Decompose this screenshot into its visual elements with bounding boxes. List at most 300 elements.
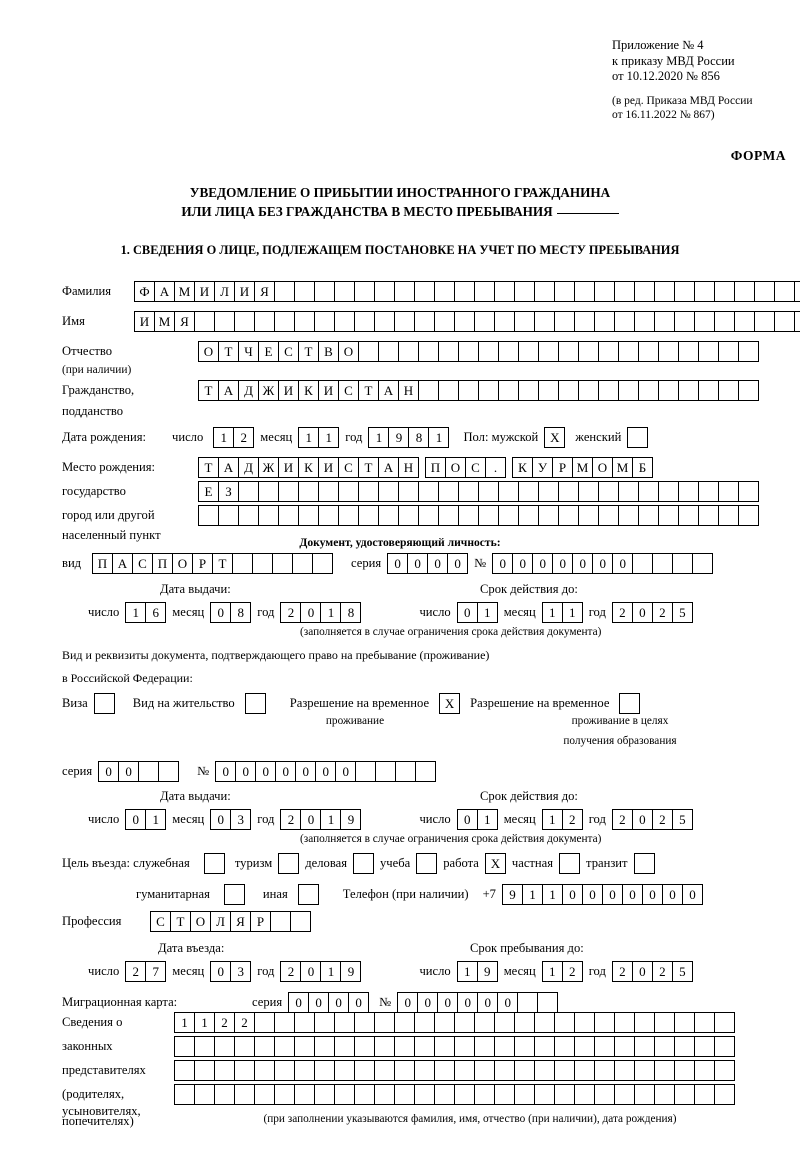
char-cell[interactable]: 0 [288, 992, 309, 1013]
char-cell[interactable] [594, 281, 615, 302]
char-cell[interactable] [174, 1084, 195, 1105]
char-cell[interactable]: 0 [348, 992, 369, 1013]
char-cell[interactable] [534, 1012, 555, 1033]
stay-valid-day-input[interactable] [457, 809, 498, 830]
char-cell[interactable]: С [338, 457, 359, 478]
char-cell[interactable] [378, 505, 399, 526]
char-cell[interactable]: 1 [368, 427, 389, 448]
char-cell[interactable]: У [532, 457, 553, 478]
char-cell[interactable] [298, 884, 319, 905]
char-cell[interactable] [614, 1012, 635, 1033]
char-cell[interactable]: 2 [612, 961, 633, 982]
char-cell[interactable] [654, 1060, 675, 1081]
char-cell[interactable] [554, 311, 575, 332]
char-cell[interactable]: О [338, 341, 359, 362]
entry-day-input[interactable] [125, 961, 166, 982]
birth-city-input-row2[interactable] [198, 481, 759, 502]
char-cell[interactable]: 0 [235, 761, 256, 782]
char-cell[interactable] [358, 341, 379, 362]
char-cell[interactable]: 0 [477, 992, 498, 1013]
char-cell[interactable] [290, 911, 311, 932]
char-cell[interactable] [794, 311, 800, 332]
char-cell[interactable]: 0 [492, 553, 513, 574]
char-cell[interactable] [274, 1036, 295, 1057]
char-cell[interactable] [278, 505, 299, 526]
char-cell[interactable]: 1 [428, 427, 449, 448]
purpose-transit-checkbox[interactable] [634, 853, 655, 874]
char-cell[interactable]: О [190, 911, 211, 932]
char-cell[interactable] [270, 911, 291, 932]
char-cell[interactable] [416, 853, 437, 874]
char-cell[interactable] [254, 311, 275, 332]
char-cell[interactable] [678, 505, 699, 526]
char-cell[interactable] [454, 1084, 475, 1105]
char-cell[interactable]: Ф [134, 281, 155, 302]
char-cell[interactable] [698, 481, 719, 502]
migration-number-input[interactable] [397, 992, 558, 1013]
char-cell[interactable] [574, 1060, 595, 1081]
char-cell[interactable] [478, 481, 499, 502]
char-cell[interactable] [694, 311, 715, 332]
char-cell[interactable] [654, 1036, 675, 1057]
char-cell[interactable] [714, 1012, 735, 1033]
char-cell[interactable]: 2 [652, 961, 673, 982]
char-cell[interactable] [378, 341, 399, 362]
char-cell[interactable] [294, 1084, 315, 1105]
char-cell[interactable] [454, 1012, 475, 1033]
char-cell[interactable] [298, 505, 319, 526]
char-cell[interactable]: А [112, 553, 133, 574]
char-cell[interactable]: 8 [408, 427, 429, 448]
char-cell[interactable]: Т [212, 553, 233, 574]
char-cell[interactable] [338, 505, 359, 526]
char-cell[interactable] [674, 1084, 695, 1105]
doc-number-input[interactable] [492, 553, 713, 574]
char-cell[interactable] [738, 341, 759, 362]
char-cell[interactable]: 6 [145, 602, 166, 623]
char-cell[interactable]: 1 [174, 1012, 195, 1033]
char-cell[interactable] [574, 281, 595, 302]
char-cell[interactable] [634, 1012, 655, 1033]
char-cell[interactable] [314, 311, 335, 332]
migration-series-input[interactable] [288, 992, 369, 1013]
purpose-study-checkbox[interactable] [416, 853, 437, 874]
char-cell[interactable]: Е [198, 481, 219, 502]
char-cell[interactable] [354, 1084, 375, 1105]
sex-female-checkbox[interactable] [627, 427, 648, 448]
char-cell[interactable]: С [338, 380, 359, 401]
char-cell[interactable]: Ж [258, 380, 279, 401]
char-cell[interactable] [232, 553, 253, 574]
char-cell[interactable] [278, 853, 299, 874]
char-cell[interactable] [415, 761, 436, 782]
char-cell[interactable]: М [572, 457, 593, 478]
char-cell[interactable] [554, 1036, 575, 1057]
char-cell[interactable] [534, 1084, 555, 1105]
char-cell[interactable] [434, 1060, 455, 1081]
char-cell[interactable]: Я [174, 311, 195, 332]
char-cell[interactable] [94, 693, 115, 714]
char-cell[interactable] [618, 481, 639, 502]
char-cell[interactable] [374, 1084, 395, 1105]
char-cell[interactable]: Н [398, 380, 419, 401]
char-cell[interactable]: Т [218, 341, 239, 362]
patronymic-input[interactable] [198, 341, 759, 362]
char-cell[interactable]: 0 [497, 992, 518, 1013]
char-cell[interactable] [514, 281, 535, 302]
char-cell[interactable] [714, 311, 735, 332]
char-cell[interactable]: X [544, 427, 565, 448]
purpose-humanitarian-checkbox[interactable] [224, 884, 245, 905]
char-cell[interactable]: 2 [562, 961, 583, 982]
char-cell[interactable] [474, 281, 495, 302]
char-cell[interactable]: 0 [682, 884, 703, 905]
char-cell[interactable]: 0 [118, 761, 139, 782]
char-cell[interactable] [418, 380, 439, 401]
char-cell[interactable] [494, 1012, 515, 1033]
char-cell[interactable] [694, 281, 715, 302]
visa-checkbox[interactable] [94, 693, 115, 714]
char-cell[interactable] [314, 281, 335, 302]
char-cell[interactable]: 8 [340, 602, 361, 623]
char-cell[interactable]: М [154, 311, 175, 332]
char-cell[interactable]: 1 [522, 884, 543, 905]
doc-series-input[interactable] [387, 553, 468, 574]
char-cell[interactable]: 0 [457, 809, 478, 830]
char-cell[interactable] [698, 380, 719, 401]
char-cell[interactable]: И [194, 281, 215, 302]
char-cell[interactable]: 0 [552, 553, 573, 574]
char-cell[interactable] [574, 1084, 595, 1105]
char-cell[interactable] [454, 1060, 475, 1081]
char-cell[interactable]: 0 [397, 992, 418, 1013]
char-cell[interactable]: 0 [407, 553, 428, 574]
char-cell[interactable]: 0 [512, 553, 533, 574]
char-cell[interactable]: А [218, 457, 239, 478]
char-cell[interactable]: 0 [457, 992, 478, 1013]
char-cell[interactable] [438, 341, 459, 362]
char-cell[interactable] [678, 380, 699, 401]
char-cell[interactable]: Н [398, 457, 419, 478]
char-cell[interactable]: 9 [502, 884, 523, 905]
char-cell[interactable]: 2 [652, 602, 673, 623]
char-cell[interactable] [354, 1012, 375, 1033]
purpose-tourism-checkbox[interactable] [278, 853, 299, 874]
char-cell[interactable] [294, 281, 315, 302]
char-cell[interactable] [678, 481, 699, 502]
char-cell[interactable] [395, 761, 416, 782]
char-cell[interactable]: П [425, 457, 446, 478]
char-cell[interactable] [718, 505, 739, 526]
char-cell[interactable]: К [298, 457, 319, 478]
entry-year-input[interactable] [280, 961, 361, 982]
char-cell[interactable] [334, 1084, 355, 1105]
char-cell[interactable]: 0 [387, 553, 408, 574]
stay-day-input[interactable] [457, 961, 498, 982]
char-cell[interactable] [518, 380, 539, 401]
char-cell[interactable] [538, 380, 559, 401]
char-cell[interactable]: И [134, 311, 155, 332]
char-cell[interactable] [414, 311, 435, 332]
char-cell[interactable] [418, 505, 439, 526]
char-cell[interactable]: 1 [562, 602, 583, 623]
birth-year-input[interactable] [368, 427, 449, 448]
char-cell[interactable] [438, 505, 459, 526]
char-cell[interactable] [514, 311, 535, 332]
char-cell[interactable] [218, 505, 239, 526]
char-cell[interactable] [627, 427, 648, 448]
char-cell[interactable] [374, 281, 395, 302]
doc-issue-month-input[interactable] [210, 602, 251, 623]
char-cell[interactable] [434, 311, 455, 332]
char-cell[interactable]: 5 [672, 809, 693, 830]
char-cell[interactable] [194, 311, 215, 332]
char-cell[interactable] [494, 281, 515, 302]
char-cell[interactable] [418, 481, 439, 502]
char-cell[interactable]: 1 [457, 961, 478, 982]
char-cell[interactable]: 0 [562, 884, 583, 905]
char-cell[interactable] [498, 341, 519, 362]
char-cell[interactable]: 2 [652, 809, 673, 830]
char-cell[interactable] [738, 481, 759, 502]
stay-issue-month-input[interactable] [210, 809, 251, 830]
char-cell[interactable] [474, 1012, 495, 1033]
char-cell[interactable] [538, 505, 559, 526]
doc-issue-year-input[interactable] [280, 602, 361, 623]
char-cell[interactable] [278, 481, 299, 502]
char-cell[interactable]: 0 [632, 961, 653, 982]
char-cell[interactable]: О [445, 457, 466, 478]
char-cell[interactable] [694, 1060, 715, 1081]
char-cell[interactable]: Я [230, 911, 251, 932]
char-cell[interactable] [652, 553, 673, 574]
char-cell[interactable]: 0 [662, 884, 683, 905]
char-cell[interactable] [678, 341, 699, 362]
char-cell[interactable]: С [465, 457, 486, 478]
char-cell[interactable]: 2 [280, 809, 301, 830]
edu-residence-checkbox[interactable] [619, 693, 640, 714]
char-cell[interactable]: Т [298, 341, 319, 362]
char-cell[interactable]: 1 [213, 427, 234, 448]
stay-series-input[interactable] [98, 761, 179, 782]
char-cell[interactable] [594, 1012, 615, 1033]
purpose-other-checkbox[interactable] [298, 884, 319, 905]
stay-month-input[interactable] [542, 961, 583, 982]
char-cell[interactable]: 2 [280, 602, 301, 623]
char-cell[interactable]: 0 [328, 992, 349, 1013]
char-cell[interactable] [434, 1036, 455, 1057]
char-cell[interactable]: 0 [612, 553, 633, 574]
char-cell[interactable] [414, 1060, 435, 1081]
legal-rep-input-row4[interactable] [174, 1084, 735, 1105]
char-cell[interactable]: 2 [214, 1012, 235, 1033]
char-cell[interactable]: 9 [477, 961, 498, 982]
char-cell[interactable] [718, 481, 739, 502]
char-cell[interactable] [614, 1036, 635, 1057]
char-cell[interactable]: Р [192, 553, 213, 574]
char-cell[interactable] [454, 281, 475, 302]
char-cell[interactable] [654, 1084, 675, 1105]
char-cell[interactable]: Ж [258, 457, 279, 478]
char-cell[interactable] [254, 1084, 275, 1105]
char-cell[interactable] [454, 1036, 475, 1057]
char-cell[interactable] [418, 341, 439, 362]
char-cell[interactable]: 1 [125, 602, 146, 623]
char-cell[interactable] [614, 1060, 635, 1081]
char-cell[interactable] [314, 1084, 335, 1105]
char-cell[interactable] [254, 1012, 275, 1033]
char-cell[interactable] [474, 1036, 495, 1057]
char-cell[interactable]: 0 [300, 809, 321, 830]
char-cell[interactable] [194, 1084, 215, 1105]
char-cell[interactable] [375, 761, 396, 782]
char-cell[interactable] [594, 1036, 615, 1057]
char-cell[interactable]: Л [214, 281, 235, 302]
char-cell[interactable] [394, 1084, 415, 1105]
char-cell[interactable] [632, 553, 653, 574]
char-cell[interactable] [754, 281, 775, 302]
char-cell[interactable] [254, 1036, 275, 1057]
char-cell[interactable]: С [132, 553, 153, 574]
char-cell[interactable] [438, 481, 459, 502]
char-cell[interactable] [334, 1060, 355, 1081]
char-cell[interactable] [698, 505, 719, 526]
char-cell[interactable] [674, 1036, 695, 1057]
char-cell[interactable]: 1 [477, 602, 498, 623]
char-cell[interactable] [234, 1036, 255, 1057]
char-cell[interactable]: Д [238, 380, 259, 401]
char-cell[interactable] [619, 693, 640, 714]
char-cell[interactable] [618, 505, 639, 526]
char-cell[interactable] [574, 1012, 595, 1033]
char-cell[interactable] [518, 341, 539, 362]
birth-month-input[interactable] [298, 427, 339, 448]
char-cell[interactable] [294, 1012, 315, 1033]
char-cell[interactable] [274, 1084, 295, 1105]
char-cell[interactable] [634, 311, 655, 332]
char-cell[interactable]: 0 [632, 602, 653, 623]
char-cell[interactable] [254, 1060, 275, 1081]
legal-rep-input-row2[interactable] [174, 1036, 735, 1057]
char-cell[interactable]: 0 [125, 809, 146, 830]
char-cell[interactable] [292, 553, 313, 574]
char-cell[interactable] [374, 1060, 395, 1081]
char-cell[interactable] [694, 1036, 715, 1057]
char-cell[interactable] [658, 341, 679, 362]
char-cell[interactable] [498, 380, 519, 401]
char-cell[interactable]: X [439, 693, 460, 714]
stay-number-input[interactable] [215, 761, 436, 782]
char-cell[interactable]: 2 [125, 961, 146, 982]
char-cell[interactable] [634, 1084, 655, 1105]
char-cell[interactable]: 1 [542, 809, 563, 830]
char-cell[interactable] [354, 1036, 375, 1057]
char-cell[interactable] [559, 853, 580, 874]
char-cell[interactable] [245, 693, 266, 714]
char-cell[interactable] [174, 1036, 195, 1057]
char-cell[interactable] [694, 1084, 715, 1105]
char-cell[interactable] [634, 1060, 655, 1081]
char-cell[interactable] [414, 1012, 435, 1033]
char-cell[interactable]: 2 [612, 809, 633, 830]
char-cell[interactable] [394, 311, 415, 332]
char-cell[interactable] [534, 1060, 555, 1081]
char-cell[interactable]: 1 [145, 809, 166, 830]
char-cell[interactable]: 2 [562, 809, 583, 830]
char-cell[interactable]: 0 [622, 884, 643, 905]
char-cell[interactable] [378, 481, 399, 502]
char-cell[interactable] [558, 341, 579, 362]
char-cell[interactable]: 2 [612, 602, 633, 623]
char-cell[interactable]: С [278, 341, 299, 362]
char-cell[interactable] [214, 311, 235, 332]
char-cell[interactable] [574, 311, 595, 332]
char-cell[interactable]: А [154, 281, 175, 302]
char-cell[interactable] [354, 281, 375, 302]
char-cell[interactable] [398, 505, 419, 526]
char-cell[interactable]: 1 [298, 427, 319, 448]
char-cell[interactable]: 9 [340, 809, 361, 830]
char-cell[interactable]: Т [170, 911, 191, 932]
char-cell[interactable]: 3 [230, 809, 251, 830]
char-cell[interactable] [214, 1060, 235, 1081]
char-cell[interactable] [294, 1060, 315, 1081]
purpose-service-checkbox[interactable] [204, 853, 225, 874]
char-cell[interactable]: 5 [672, 961, 693, 982]
char-cell[interactable]: 3 [230, 961, 251, 982]
char-cell[interactable] [578, 380, 599, 401]
char-cell[interactable] [534, 311, 555, 332]
char-cell[interactable]: 0 [457, 602, 478, 623]
char-cell[interactable]: 0 [98, 761, 119, 782]
char-cell[interactable]: 0 [210, 809, 231, 830]
doc-kind-input[interactable] [92, 553, 333, 574]
char-cell[interactable]: 0 [308, 992, 329, 1013]
char-cell[interactable] [252, 553, 273, 574]
entry-month-input[interactable] [210, 961, 251, 982]
char-cell[interactable] [578, 481, 599, 502]
char-cell[interactable]: 0 [572, 553, 593, 574]
char-cell[interactable] [194, 1060, 215, 1081]
char-cell[interactable] [658, 481, 679, 502]
char-cell[interactable] [138, 761, 159, 782]
char-cell[interactable]: Т [358, 457, 379, 478]
char-cell[interactable]: 0 [427, 553, 448, 574]
surname-input[interactable] [134, 281, 800, 302]
char-cell[interactable] [517, 992, 538, 1013]
char-cell[interactable] [638, 341, 659, 362]
residence-permit-checkbox[interactable] [245, 693, 266, 714]
char-cell[interactable]: 0 [275, 761, 296, 782]
char-cell[interactable]: 7 [145, 961, 166, 982]
char-cell[interactable] [272, 553, 293, 574]
char-cell[interactable] [714, 1060, 735, 1081]
char-cell[interactable]: И [318, 457, 339, 478]
stay-valid-year-input[interactable] [612, 809, 693, 830]
char-cell[interactable] [355, 761, 376, 782]
char-cell[interactable]: Ч [238, 341, 259, 362]
char-cell[interactable] [558, 505, 579, 526]
char-cell[interactable] [634, 853, 655, 874]
char-cell[interactable] [474, 311, 495, 332]
char-cell[interactable] [634, 281, 655, 302]
char-cell[interactable]: 1 [542, 884, 563, 905]
char-cell[interactable]: Б [632, 457, 653, 478]
char-cell[interactable] [554, 1012, 575, 1033]
legal-rep-input-row1[interactable] [174, 1012, 735, 1033]
char-cell[interactable] [358, 481, 379, 502]
char-cell[interactable] [294, 1036, 315, 1057]
